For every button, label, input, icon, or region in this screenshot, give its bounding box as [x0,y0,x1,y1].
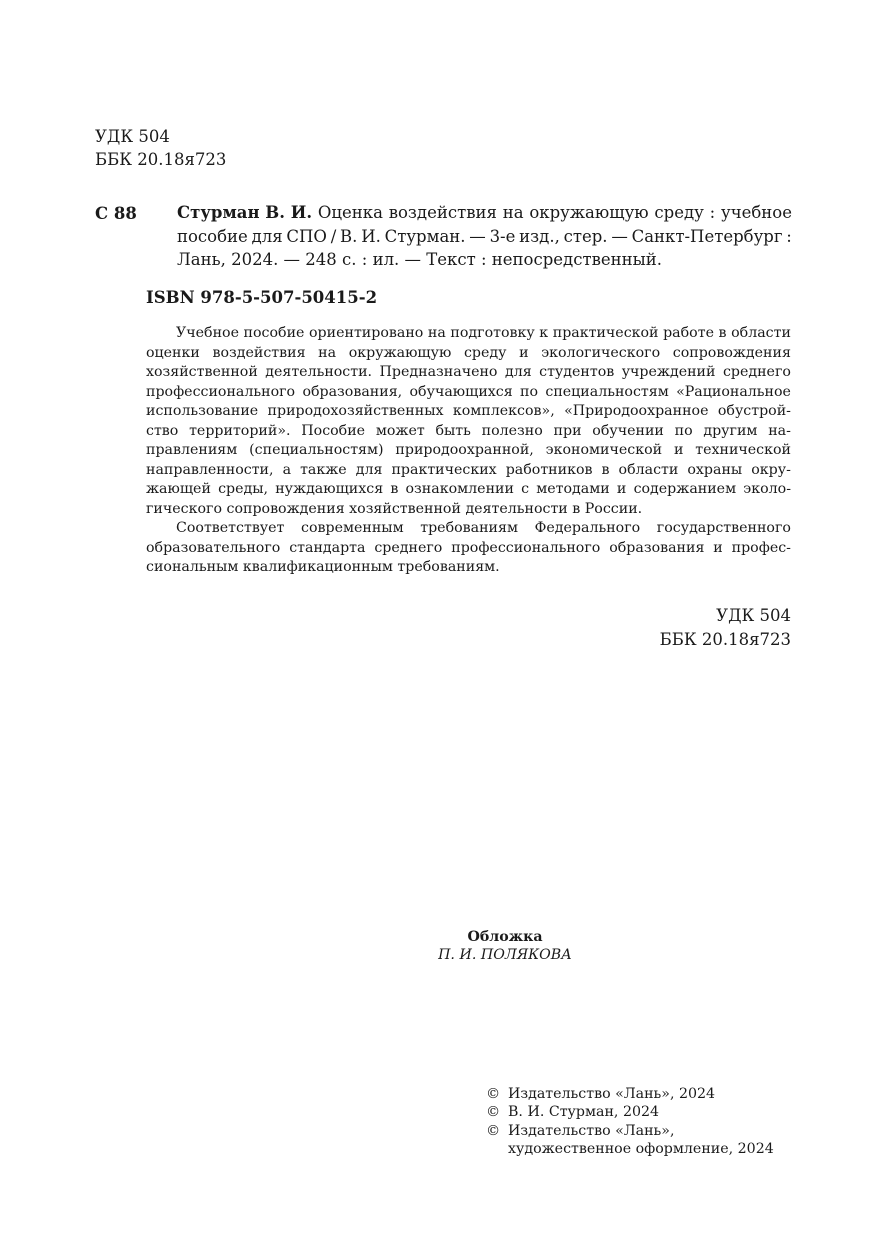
word: воздействия [212,344,306,361]
word: среднего [722,364,791,380]
word: полезно [481,422,543,439]
word: содержанием [633,481,737,497]
annotation-line [146,383,791,403]
word: современным [301,520,404,536]
word: использование [146,403,259,419]
word: студентов [539,364,615,380]
word: государственного [656,520,791,536]
word: хозяйственной [146,364,258,380]
annotation-line [146,344,791,364]
word: / [330,226,337,246]
word: (специальностям) [249,442,384,458]
catalog-line-2 [177,225,792,249]
word: на [502,203,524,222]
catalog-line-1 [177,201,792,225]
word: природоохранной, [395,442,534,458]
annotation-line [146,441,791,461]
word: ознакомлении [405,481,514,497]
copyright-block [486,1085,774,1159]
word: также [300,461,347,478]
word: работников [505,461,593,478]
word: — [611,226,628,246]
word: эколо- [743,481,791,497]
word: Учебное [176,325,239,341]
annotation-line [146,480,791,500]
word: учебное [720,203,792,222]
word: Предназначено [379,364,498,380]
catalog-code: С 88 [95,204,137,223]
word: образовательного [146,539,281,556]
udk-code: УДК 504 [95,127,170,146]
bbk-code: ББК 20.18я723 [659,630,791,649]
word: охраны [687,461,743,478]
word: И. [361,226,381,246]
word: «Природоохранное [564,403,709,419]
catalog-author: Стурман В. И. [177,203,313,222]
annotation-line [146,363,791,383]
word: среднего [374,539,443,556]
word: специальностям [545,383,669,400]
annotation-line [146,402,791,422]
annotation-line [146,324,791,344]
copyright-row [486,1103,774,1121]
word: В. [340,226,358,246]
word: деятельности. [265,364,373,380]
word: пособие [177,226,248,246]
word: для [355,461,383,478]
word: нуждающихся [275,481,384,497]
word: обучающихся [409,383,513,400]
udk-code: УДК 504 [716,606,791,625]
copyright-icon: © [486,1122,501,1139]
word: в [601,461,610,478]
word: методами [536,481,610,497]
word: — [469,226,486,246]
word: ориентировано [309,325,424,341]
word: может [375,422,425,439]
copyright-text: Издательство «Лань», 2024 [508,1086,716,1102]
word: направленности, [146,461,274,478]
word: работе [663,325,714,341]
word: сопровождения [672,344,791,361]
annotation-line: сиональным квалификационным требованиям. [146,559,500,575]
annotation-line: гического сопровождения хозяйственной деятельности в России. [146,500,643,517]
annotation-line [146,461,791,481]
word: жающей [146,481,211,497]
word: быть [435,422,471,439]
word: Соответствует [176,520,285,536]
bbk-code: ББК 20.18я723 [95,150,227,169]
word: при [553,422,582,439]
annotation-line [146,539,791,559]
word: окру- [751,461,791,478]
word: среды, [218,481,269,497]
word: а [282,461,292,478]
copyright-row [486,1140,774,1158]
word: образования, [302,383,403,400]
annotation-line [146,422,791,442]
word: Пособие [301,422,366,439]
word: по [520,383,539,400]
word: среду [654,203,704,222]
classification-bottom [660,604,791,652]
word: и [713,539,723,556]
word: для [251,226,283,246]
word: обучении [592,422,664,439]
catalog-entry [177,201,792,272]
word: и [616,481,627,497]
word: технической [695,442,791,458]
word: области [731,325,791,341]
word: Федерального [534,520,641,536]
word: обустрой- [717,403,791,419]
word: комплексов», [452,403,555,419]
word: профессионального [451,539,601,556]
word: другим [703,422,758,439]
word: экономической [545,442,663,458]
word: в [390,481,399,497]
word: на- [768,422,791,439]
word: изд., [519,226,560,246]
annotation [146,324,791,578]
word: стер. [563,226,608,246]
word: практических [391,461,497,478]
isbn: ISBN 978-5-507-50415-2 [146,288,378,307]
word: ство [146,422,179,439]
word: среду [463,344,507,361]
word: пособие [243,325,305,341]
word: по [674,422,693,439]
word: окружающую [348,344,452,361]
word: практической [552,325,659,341]
word: учреждений [621,364,716,380]
classification-top [95,125,226,171]
word: Стурман. [384,226,466,246]
word: : [786,226,792,246]
word: на [318,344,337,361]
word: экологического [541,344,661,361]
cover-credit [400,928,610,964]
copyright-text: Издательство «Лань», [508,1122,675,1139]
word: : [709,203,716,222]
word: оценки [146,344,200,361]
word: требованиям [420,520,519,536]
word: для [504,364,532,380]
word: окружающую [529,203,649,222]
copyright-text: В. И. Стурман, 2024 [508,1104,660,1121]
word: с [521,481,530,497]
word: Санкт-Петербург [631,226,783,246]
word: профес- [731,539,791,556]
word: 3-е [489,226,516,246]
copyright-icon: © [486,1086,501,1102]
word: стандарта [289,539,366,556]
cover-label: Обложка [467,929,543,945]
word: области [618,461,679,478]
catalog-line-3: Лань, 2024. — 248 с. : ил. — Текст : непосредственный. [177,250,663,269]
word: СПО [286,226,327,246]
copyright-text: художественное оформление, 2024 [508,1141,774,1158]
word: «Рациональное [676,383,791,400]
word: территорий». [189,422,291,439]
word: и [673,442,684,458]
copyright-row [486,1122,774,1140]
cover-designer: П. И. ПОЛЯКОВА [438,947,572,963]
word: образования [609,539,705,556]
word: воздействия [388,203,497,222]
word: правлениям [146,442,238,458]
annotation-line [146,519,791,539]
copyright-row [486,1085,774,1103]
word: в [718,325,727,341]
word: профессионального [146,383,296,400]
copyright-icon: © [486,1104,501,1121]
word: к [539,325,549,341]
word: на [427,325,446,341]
word: подготовку [450,325,535,341]
word: природохозяйственных [267,403,444,419]
word: и [519,344,529,361]
word: Оценка [317,203,383,222]
